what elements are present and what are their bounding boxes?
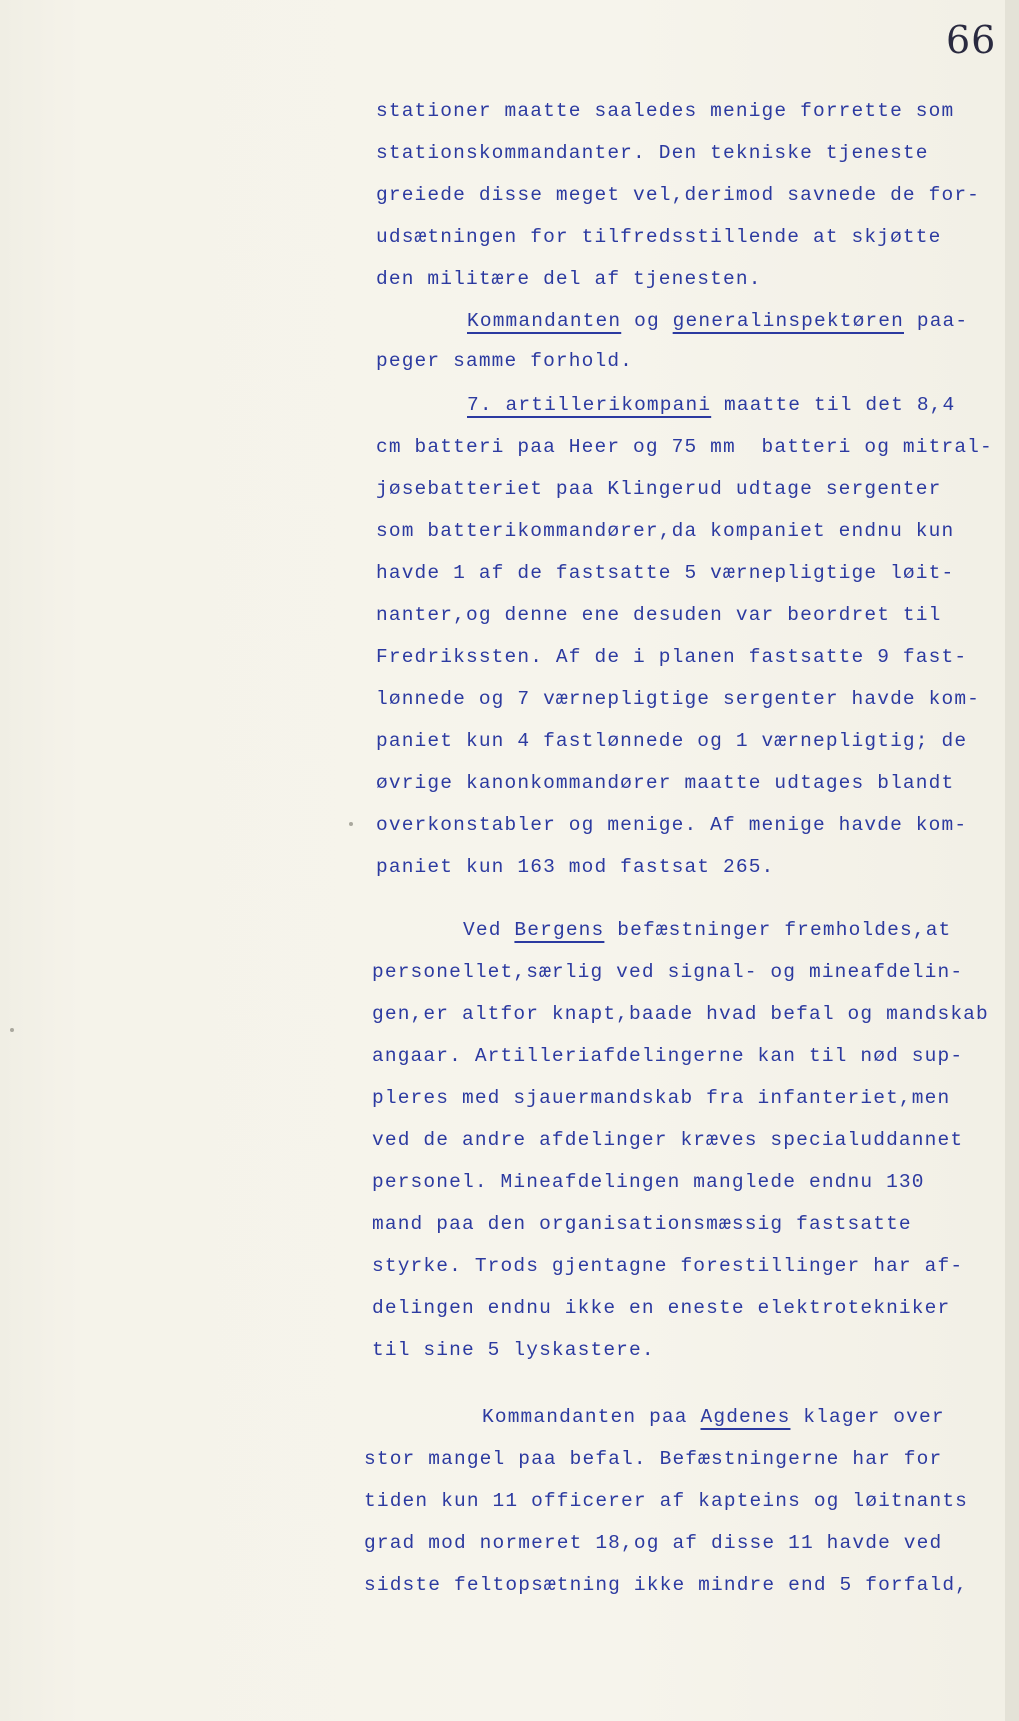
text-line: tiden kun 11 officerer af kapteins og løitnants [364, 1490, 969, 1512]
text-line: styrke. Trods gjentagne forestillinger har af- [372, 1255, 964, 1277]
scan-edge [1005, 0, 1019, 1721]
text-line: øvrige kanonkommandører maatte udtages blandt [376, 772, 955, 794]
text-line: Ved Bergens befæstninger fremholdes,at [463, 919, 952, 941]
text-line: til sine 5 lyskastere. [372, 1339, 655, 1361]
text-line: den militære del af tjenesten. [376, 268, 762, 290]
underlined-artillerikompani: 7. artillerikompani [467, 394, 712, 416]
text-line: ved de andre afdelinger kræves specialuddannet [372, 1129, 964, 1151]
underlined-generalinspektoren: generalinspektøren [672, 310, 904, 332]
text-line: som batterikommandører,da kompaniet endnu kun [376, 520, 955, 542]
text-line: stationer maatte saaledes menige forrette som [376, 100, 955, 122]
text-line: peger samme forhold. [376, 350, 634, 372]
text-line: pleres med sjauermandskab fra infanteriet,men [372, 1087, 951, 1109]
text-line: sidste feltopsætning ikke mindre end 5 forfald, [364, 1574, 969, 1596]
text-line: 7. artillerikompani maatte til det 8,4 [467, 394, 956, 416]
page-number: 66 [946, 18, 997, 62]
text-line: greiede disse meget vel,derimod savnede de for- [376, 184, 981, 206]
text-line: angaar. Artilleriafdelingerne kan til nød sup- [372, 1045, 964, 1067]
text-line: personellet,særlig ved signal- og mineafdelin- [372, 961, 964, 983]
underlined-bergens: Bergens [514, 919, 605, 941]
underlined-agdenes: Agdenes [700, 1406, 791, 1428]
text-line: Kommandanten paa Agdenes klager over [482, 1406, 945, 1428]
text-line: cm batteri paa Heer og 75 mm batteri og mitral- [376, 436, 993, 458]
underlined-kommandanten: Kommandanten [467, 310, 622, 332]
text-line: stationskommandanter. Den tekniske tjeneste [376, 142, 929, 164]
text-line: grad mod normeret 18,og af disse 11 havde ved [364, 1532, 943, 1554]
text-line: Kommandanten og generalinspektøren paa- [467, 310, 969, 332]
text-line: mand paa den organisationsmæssig fastsatte [372, 1213, 912, 1235]
text-line: udsætningen for tilfredsstillende at skjøtte [376, 226, 942, 248]
text-line: jøsebatteriet paa Klingerud udtage sergenter [376, 478, 942, 500]
paper-speck [349, 822, 353, 826]
text-line: havde 1 af de fastsatte 5 værnepligtige løit- [376, 562, 955, 584]
paper-speck [10, 1028, 14, 1032]
text-line: gen,er altfor knapt,baade hvad befal og mandskab [372, 1003, 989, 1025]
text-line: nanter,og denne ene desuden var beordret til [376, 604, 942, 626]
text-line: overkonstabler og menige. Af menige havde kom- [376, 814, 968, 836]
text-line: stor mangel paa befal. Befæstningerne har for [364, 1448, 943, 1470]
text-line: Fredrikssten. Af de i planen fastsatte 9 fast- [376, 646, 968, 668]
text-line: personel. Mineafdelingen manglede endnu 130 [372, 1171, 925, 1193]
text-line: paniet kun 163 mod fastsat 265. [376, 856, 775, 878]
text-line: delingen endnu ikke en eneste elektrotekniker [372, 1297, 951, 1319]
text-line: paniet kun 4 fastlønnede og 1 værnepligtig; de [376, 730, 968, 752]
text-line: lønnede og 7 værnepligtige sergenter havde kom- [376, 688, 981, 710]
